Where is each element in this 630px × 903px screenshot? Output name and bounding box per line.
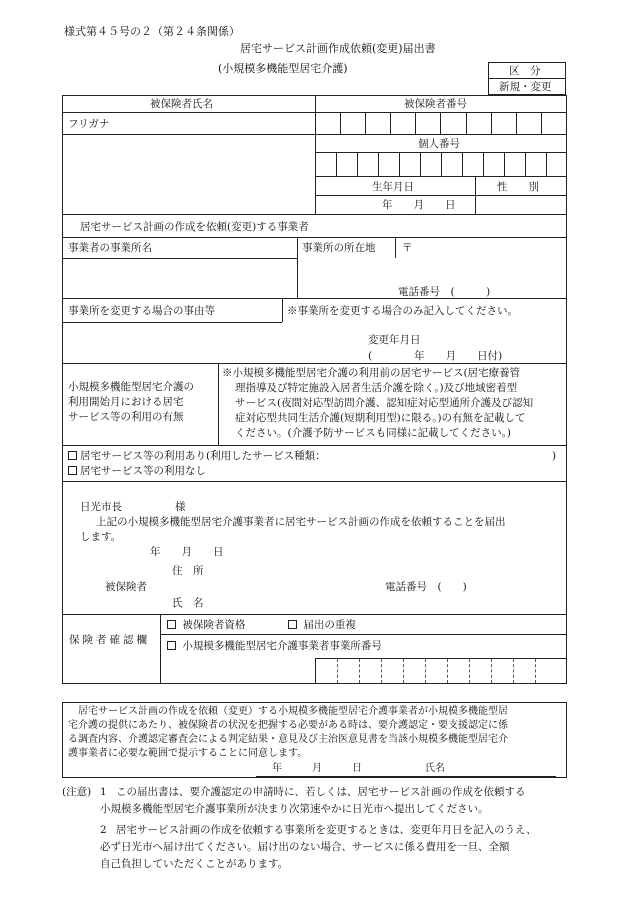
- service-note-4: 症対応型共同生活介護(短期利用型)に限る。)の有無を記載して: [235, 412, 526, 424]
- submission-address-label: 住 所: [172, 565, 204, 577]
- option-no-label: 居宅サービス等の利用なし: [80, 465, 206, 477]
- service-note-1: ※小規模多機能型居宅介護の利用前の居宅サービス(居宅療養管: [222, 367, 521, 379]
- form-title: 居宅サービス計画作成依頼(変更)届出書: [240, 42, 436, 55]
- note-1-number: 1: [100, 786, 107, 798]
- note-1-line-1: この届出書は、要介護認定の申請時に、若しくは、居宅サービス計画の作成を依頼する: [116, 786, 526, 798]
- furigana-label: フリガナ: [68, 118, 110, 130]
- change-note: ※事業所を変更する場合のみ記入してください。: [287, 305, 518, 317]
- provider-heading: 居宅サービス計画の作成を依頼(変更)する事業者: [80, 221, 309, 233]
- insurer-check-label: 保険者確認欄: [69, 634, 150, 646]
- option-yes-close: ): [552, 450, 557, 462]
- option-no-checkbox[interactable]: [68, 466, 77, 475]
- service-label-3: サービス等の利用の有無: [68, 411, 184, 423]
- option-no[interactable]: [68, 464, 206, 478]
- insurer-item-3-checkbox[interactable]: [167, 641, 176, 650]
- service-note-5: ください。(介護予防サービスも同様に記載してください。): [235, 427, 511, 439]
- option-yes[interactable]: [68, 449, 326, 463]
- submission-body-1: 上記の小規模多機能型居宅介護事業者に居宅サービス計画の作成を依頼することを届出: [96, 516, 506, 528]
- consent-line-4: 護事業者に必要な範囲で提示することに同意します。: [68, 748, 308, 759]
- note-2-number: 2: [100, 824, 107, 836]
- insurer-item-3[interactable]: [167, 639, 382, 653]
- birthdate-label: 生年月日: [372, 181, 414, 193]
- insurer-item-2[interactable]: [288, 618, 356, 632]
- submission-insured-label: 被保険者: [105, 581, 147, 593]
- insurer-item-2-label: 届出の重複: [303, 619, 356, 631]
- category-label: 区 分: [509, 65, 541, 77]
- service-label-2: 利用開始月における居宅: [68, 396, 184, 408]
- change-date-label: 変更年月日: [368, 334, 421, 346]
- notes-prefix: (注意): [62, 786, 92, 798]
- insurer-item-1[interactable]: [167, 618, 245, 632]
- note-2-line-3: 自己負担していただくことがあります。: [100, 858, 289, 870]
- birthdate-ymd[interactable]: 年 月 日: [382, 199, 456, 211]
- service-note-3: サービス(夜間対応型訪問介護、認知症対応型通所介護及び認知: [235, 397, 534, 409]
- service-label-1: 小規模多機能型居宅介護の: [68, 381, 194, 393]
- postal-mark: 〒: [402, 242, 413, 254]
- option-yes-label: 居宅サービス等の利用あり(利用したサービス種類：: [80, 450, 326, 462]
- insured-name-header: 被保険者氏名: [150, 98, 213, 110]
- consent-sign-date[interactable]: 年 月 日: [272, 763, 362, 774]
- individual-number-label: 個人番号: [418, 138, 460, 150]
- service-note-2: 理指導及び特定施設入居者生活介護を除く。)及び地域密着型: [235, 382, 518, 394]
- provider-phone[interactable]: 電話番号 ( ): [398, 286, 491, 298]
- submission-phone[interactable]: 電話番号 ( ): [385, 581, 467, 593]
- submission-name-label: 氏 名: [172, 597, 204, 609]
- insurer-item-1-checkbox[interactable]: [167, 620, 176, 629]
- insurer-item-2-checkbox[interactable]: [288, 620, 297, 629]
- note-2-line-1: 居宅サービス計画の作成を依頼する事業所を変更するときは、変更年月日を記入のうえ、: [116, 824, 537, 836]
- consent-line-2: 宅介護の提供にあたり、被保険者の状況を把握する必要がある時は、要介護認定・要支援認定に係: [68, 720, 508, 731]
- change-date-value[interactable]: ( 年 月 日付): [368, 350, 503, 362]
- consent-line-1: 居宅サービス計画の作成を依頼（変更）する小規模多機能型居宅介護事業者が小規模多機能型居: [78, 706, 508, 717]
- note-1-line-2: 小規模多機能型居宅介護事業所が決まり次第速やかに日光市へ提出してください。: [100, 803, 489, 815]
- office-name-label: 事業者の事業所名: [68, 242, 152, 254]
- mayor-label: 日光市長: [80, 501, 122, 513]
- consent-sign-name[interactable]: 氏名: [425, 763, 445, 774]
- insurer-item-3-label: 小規模多機能型居宅介護事業者事業所番号: [182, 640, 382, 652]
- consent-line-3: る調査内容、介護認定審査会による判定結果・意見及び主治医意見書を当該小規模多機能型居宅介: [68, 734, 508, 745]
- category-box: [488, 62, 566, 95]
- submission-date[interactable]: 年 月 日: [150, 546, 224, 558]
- category-value[interactable]: 新規・変更: [499, 81, 552, 93]
- office-address-label: 事業所の所在地: [302, 242, 376, 254]
- change-reason-label: 事業所を変更する場合の事由等: [68, 305, 215, 317]
- gender-label: 性 別: [497, 181, 539, 193]
- insurer-item-1-label: 被保険者資格: [182, 619, 246, 631]
- note-2-line-2: 必ず日光市へ届け出てください。届け出のない場合、サービスに係る費用を一旦、全額: [100, 841, 510, 853]
- option-yes-checkbox[interactable]: [68, 451, 77, 460]
- form-subtitle: (小規模多機能型居宅介護): [218, 62, 348, 75]
- form-id: 様式第４５号の２（第２４条関係）: [64, 25, 240, 38]
- insured-name-field[interactable]: [63, 135, 314, 213]
- insured-number-header: 被保険者番号: [404, 98, 467, 110]
- mayor-honorific: 様: [175, 501, 186, 513]
- submission-body-2: します。: [80, 531, 122, 543]
